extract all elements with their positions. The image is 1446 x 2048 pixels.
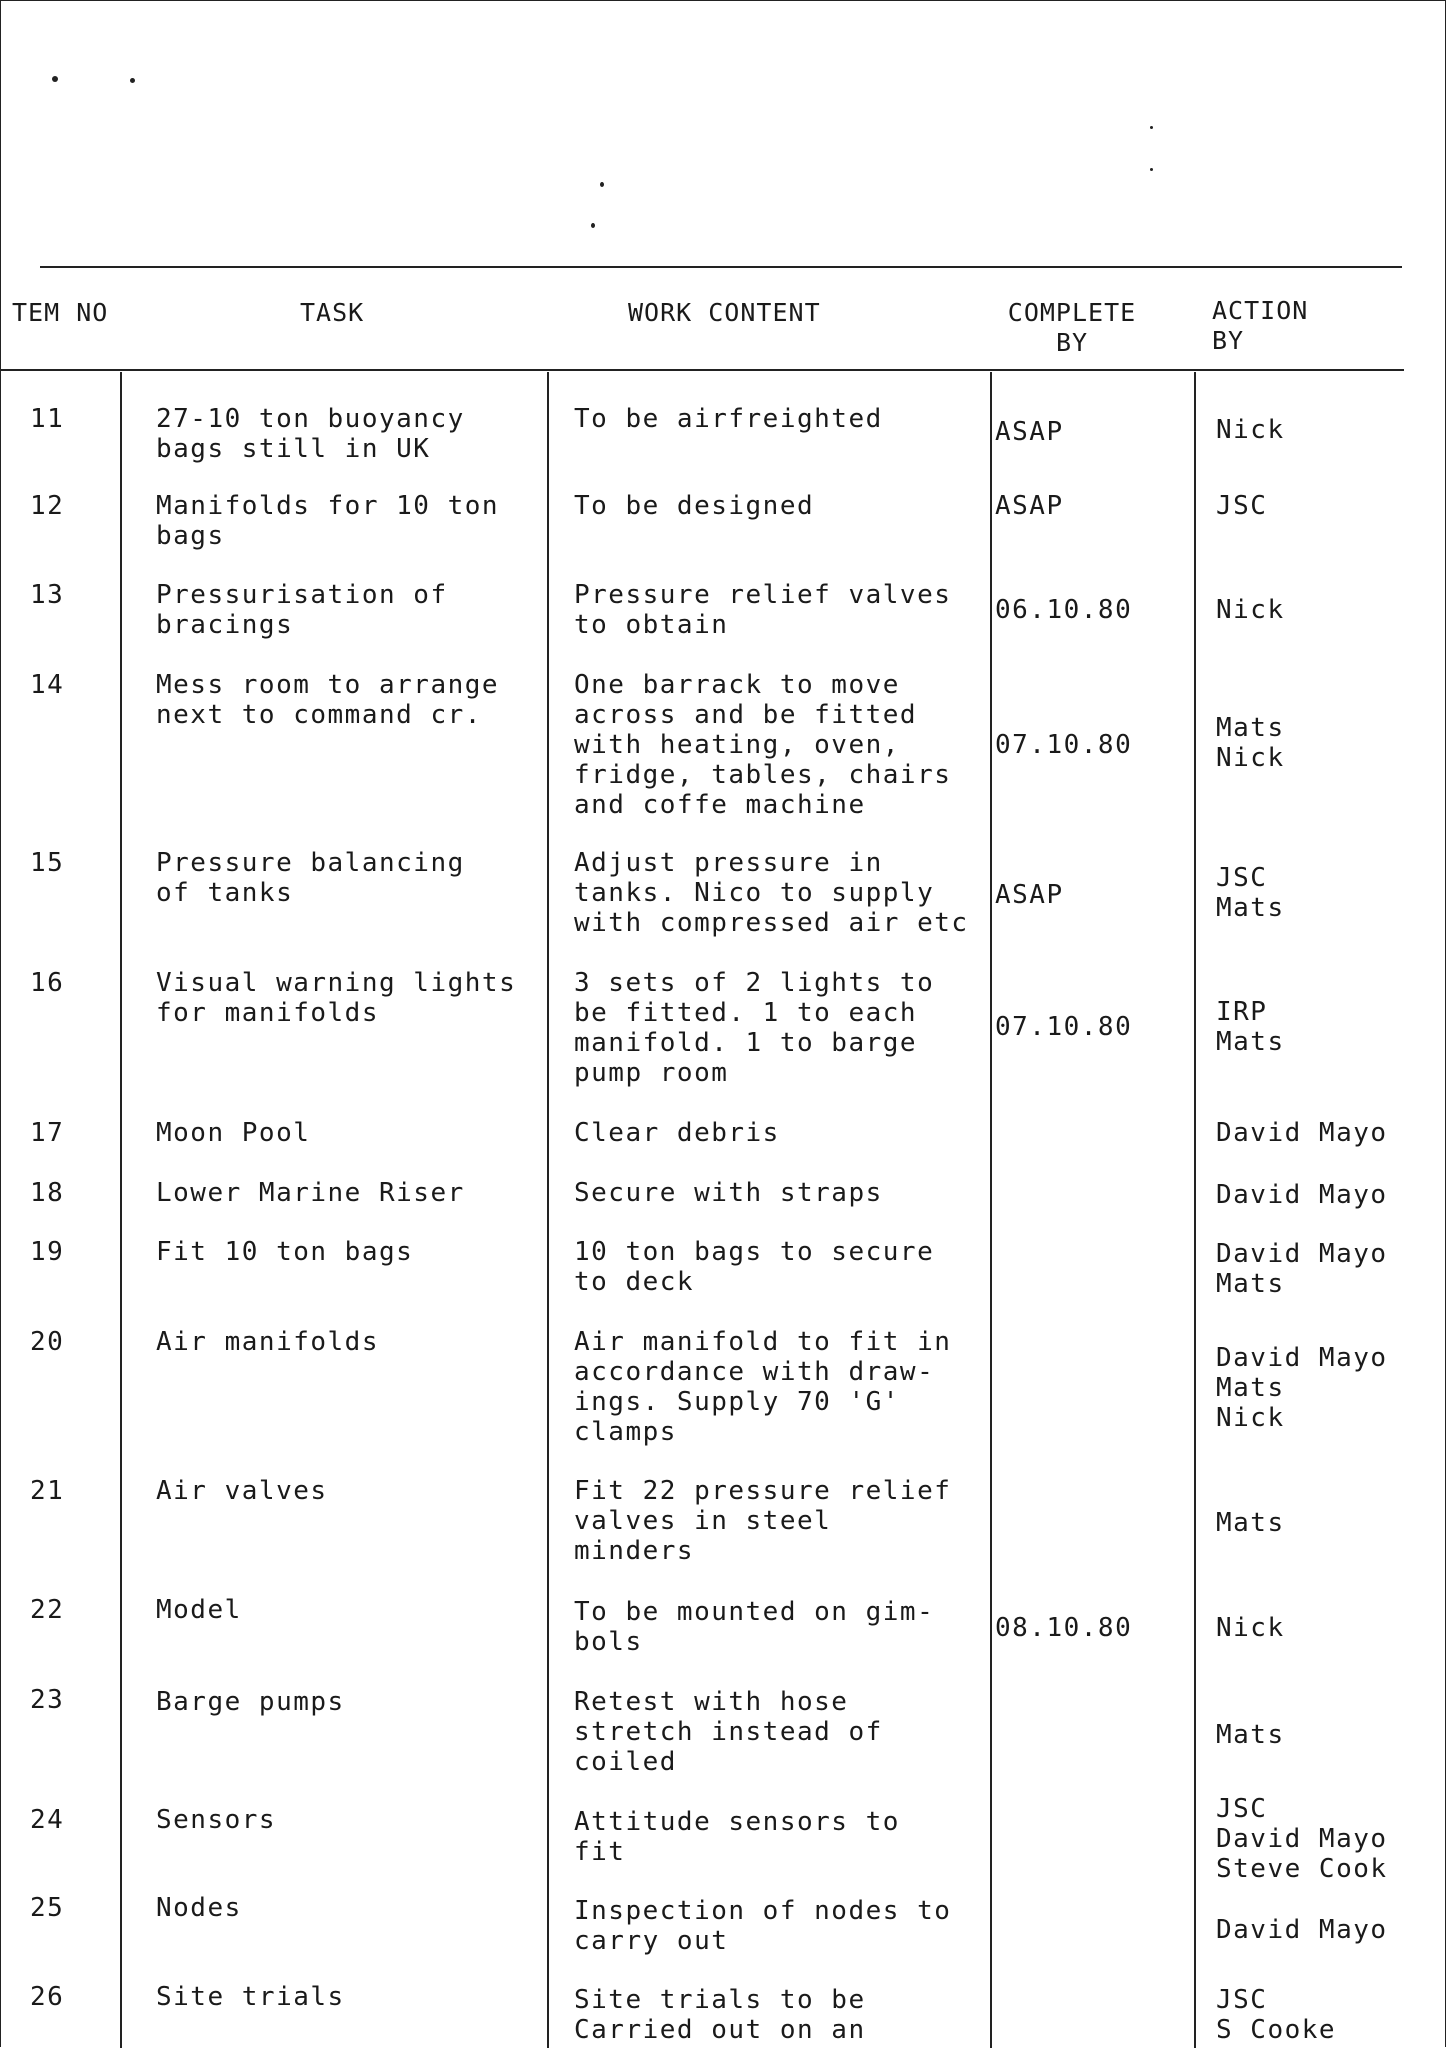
row-work-content: Adjust pressure in tanks. Nico to supply with compressed air etc [574,848,969,938]
row-task: Barge pumps [156,1687,345,1717]
row-work-content: To be designed [574,491,815,521]
scan-speck [591,223,595,228]
row-item-no: 19 [30,1237,65,1267]
scan-speck [1150,168,1153,171]
column-divider [120,372,122,2048]
row-complete-by: 06.10.80 [995,595,1133,625]
row-task: Manifolds for 10 ton bags [156,491,500,551]
row-action-by: Mats Nick [1216,713,1285,773]
row-work-content: One barrack to move across and be fitted with heating, oven, fridge, tables, chairs and coffe machine [574,670,952,820]
row-task: Mess room to arrange next to command cr. [156,670,500,730]
row-item-no: 18 [30,1178,65,1208]
row-task: Model [156,1595,242,1625]
row-action-by: Nick [1216,595,1285,625]
row-item-no: 23 [30,1685,65,1715]
column-divider [1194,372,1196,2048]
row-complete-by: 07.10.80 [995,730,1133,760]
row-task: Fit 10 ton bags [156,1237,414,1267]
row-task: Air valves [156,1476,328,1506]
row-task: Nodes [156,1893,242,1923]
row-work-content: Air manifold to fit in accordance with draw- ings. Supply 70 'G' clamps [574,1327,952,1447]
row-action-by: IRP Mats [1216,997,1285,1057]
row-task: Site trials [156,1982,345,2012]
column-divider [547,372,549,2048]
row-work-content: To be airfreighted [574,404,883,434]
row-task: Moon Pool [156,1118,311,1148]
column-divider [990,372,992,2048]
row-work-content: Attitude sensors to fit [574,1807,900,1867]
scan-speck [52,76,58,82]
row-item-no: 17 [30,1118,65,1148]
header-task: TASK [300,298,365,327]
row-item-no: 22 [30,1595,65,1625]
row-action-by: David Mayo [1216,1915,1388,1945]
row-work-content: 3 sets of 2 lights to be fitted. 1 to each manifold. 1 to barge pump room [574,968,935,1088]
row-work-content: Pressure relief valves to obtain [574,580,952,640]
row-item-no: 21 [30,1476,65,1506]
row-action-by: David Mayo [1216,1118,1388,1148]
header-work-content: WORK CONTENT [628,298,821,327]
header-complete-by: COMPLETE BY [1007,298,1137,357]
scan-speck [130,78,135,83]
row-item-no: 12 [30,491,65,521]
row-item-no: 24 [30,1805,65,1835]
row-task: Pressure balancing of tanks [156,848,465,908]
row-complete-by: ASAP [995,491,1064,521]
row-task: 27-10 ton buoyancy bags still in UK [156,404,465,464]
row-item-no: 11 [30,404,65,434]
row-work-content: Retest with hose stretch instead of coiled [574,1687,883,1777]
row-task: Air manifolds [156,1327,379,1357]
row-complete-by: ASAP [995,417,1064,447]
row-action-by: JSC [1216,491,1268,521]
row-work-content: Clear debris [574,1118,780,1148]
row-action-by: Mats [1216,1508,1285,1538]
row-action-by: David Mayo Mats [1216,1239,1388,1299]
row-action-by: Nick [1216,1613,1285,1643]
row-item-no: 16 [30,968,65,998]
row-task: Lower Marine Riser [156,1178,465,1208]
row-item-no: 14 [30,670,65,700]
row-item-no: 25 [30,1893,65,1923]
row-complete-by: 08.10.80 [995,1613,1133,1643]
header-action-by: ACTION BY [1212,296,1309,355]
row-task: Visual warning lights for manifolds [156,968,517,1028]
row-action-by: David Mayo Mats Nick [1216,1343,1388,1433]
row-work-content: Site trials to be Carried out on an [574,1985,866,2045]
row-work-content: 10 ton bags to secure to deck [574,1237,935,1297]
header-bottom-rule [0,369,1404,371]
row-action-by: JSC Mats [1216,863,1285,923]
row-item-no: 13 [30,580,65,610]
row-item-no: 26 [30,1982,65,2012]
scan-speck [1150,126,1153,129]
row-item-no: 15 [30,848,65,878]
row-work-content: Secure with straps [574,1178,883,1208]
row-task: Pressurisation of bracings [156,580,448,640]
row-complete-by: 07.10.80 [995,1012,1133,1042]
scan-speck [600,182,604,187]
row-action-by: Mats [1216,1720,1285,1750]
row-work-content: Inspection of nodes to carry out [574,1896,952,1956]
row-work-content: To be mounted on gim- bols [574,1597,935,1657]
header-item-no: TEM NO [12,298,109,327]
row-action-by: David Mayo [1216,1180,1388,1210]
row-action-by: Nick [1216,415,1285,445]
header-top-rule [40,266,1402,268]
row-action-by: JSC David Mayo Steve Cook [1216,1794,1388,1884]
row-complete-by: ASAP [995,880,1064,910]
row-action-by: JSC S Cooke [1216,1985,1337,2045]
row-task: Sensors [156,1805,277,1835]
row-work-content: Fit 22 pressure relief valves in steel minders [574,1476,952,1566]
row-item-no: 20 [30,1327,65,1357]
